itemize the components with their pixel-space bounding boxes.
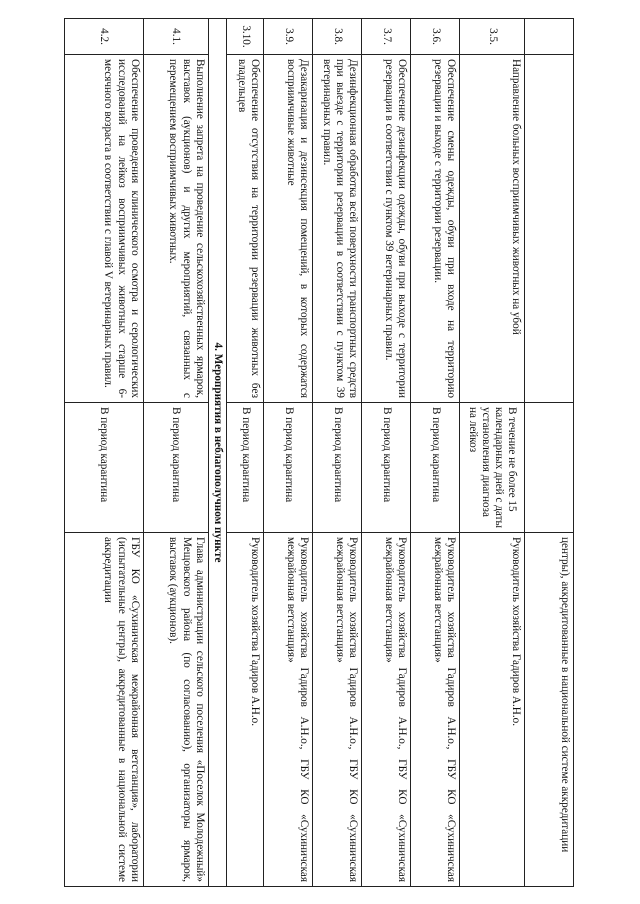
row-number: 3.7. — [362, 19, 411, 55]
row-number: 3.9. — [264, 19, 313, 55]
section-header-row — [208, 19, 226, 887]
table-row — [313, 19, 362, 887]
responsible-cell: Руководитель хозяйства Гадиров А.Н.о., ГБУ КО «Сухиничская межрайонная ветстанция» — [313, 533, 362, 887]
term-cell: В период карантина — [362, 403, 411, 533]
table-row — [143, 19, 208, 887]
section-title: 4. Мероприятия в неблагополучном пункте — [208, 19, 226, 887]
row-number — [525, 19, 574, 55]
term-cell — [525, 403, 574, 533]
responsible-cell: Руководитель хозяйства Гадиров А.Н.о. — [460, 533, 525, 887]
row-number: 4.2. — [64, 19, 143, 55]
term-cell: В течение не более 15 календарных дней с даты установления диагноза на лейкоз — [460, 403, 525, 533]
row-number: 3.8. — [313, 19, 362, 55]
responsible-cell: ГБУ КО «Сухиничская межрайонная ветстанция», лаборатории (испытательные центры), аккредитованные в национальной системе аккредитации — [64, 533, 143, 887]
action-cell: Дезакаризация и дезинсекция помещений, в которых содержатся восприимчивые животные — [264, 55, 313, 403]
veterinary-measures-table — [64, 18, 574, 887]
term-cell: В период карантина — [264, 403, 313, 533]
row-number: 3.5. — [460, 19, 525, 55]
table-row — [411, 19, 460, 887]
row-number: 3.6. — [411, 19, 460, 55]
term-cell: В период карантина — [227, 403, 264, 533]
responsible-cell: Руководитель хозяйства Гадиров А.Н.о., ГБУ КО «Сухиничская межрайонная ветстанция» — [264, 533, 313, 887]
table-row — [362, 19, 411, 887]
term-cell: В период карантина — [64, 403, 143, 533]
term-cell: В период карантина — [143, 403, 208, 533]
term-cell: В период карантина — [411, 403, 460, 533]
responsible-cell: центры), аккредитованные в национальной системе аккредитации — [525, 533, 574, 887]
action-cell: Обеспечение проведения клинического осмотра и серологических исследований на лейкоз восприимчивых животных старше 6-месячного возраста в соответствии с главой V ветеринарных правил. — [64, 55, 143, 403]
responsible-cell: Руководитель хозяйства Гадиров А.Н.о., ГБУ КО «Сухиничская межрайонная ветстанция» — [362, 533, 411, 887]
action-cell: Обеспечение смены одежды, обуви при входе на территорию резервации и выходе с территории резервации. — [411, 55, 460, 403]
row-number: 3.10. — [227, 19, 264, 55]
responsible-cell: Руководитель хозяйства Гадиров А.Н.о., ГБУ КО «Сухиничская межрайонная ветстанция» — [411, 533, 460, 887]
action-cell — [525, 55, 574, 403]
action-cell: Выполнение запрета на проведение сельскохозяйственных ярмарок, выставок (аукционов) и других мероприятий, связанных с перемещением восприимчивых животных. — [143, 55, 208, 403]
table-row — [460, 19, 525, 887]
table-row — [227, 19, 264, 887]
row-number: 4.1. — [143, 19, 208, 55]
action-cell: Дезинфекционная обработка всей поверхности транспортных средств при выезде с территории резервации в соответствии с пунктом 39 ветеринарных правил. — [313, 55, 362, 403]
action-cell: Обеспечение отсутствия на территории резервации животных без владельцев — [227, 55, 264, 403]
action-cell: Обеспечение дезинфекции одежды, обуви при выходе с территории резервации в соответствии с пунктом 39 ветеринарных правил. — [362, 55, 411, 403]
table-row — [264, 19, 313, 887]
table-row-continuation — [525, 19, 574, 887]
responsible-cell: Руководитель хозяйства Гадиров А.Н.о. — [227, 533, 264, 887]
term-cell: В период карантина — [313, 403, 362, 533]
action-cell: Направление больных восприимчивых животных на убой — [460, 55, 525, 403]
table-row — [64, 19, 143, 887]
responsible-cell: Глава администрации сельского поселения «Поселок Молодежный» Мещовского района (по согласованию), организаторы ярмарок, выставок (аукционов). — [143, 533, 208, 887]
